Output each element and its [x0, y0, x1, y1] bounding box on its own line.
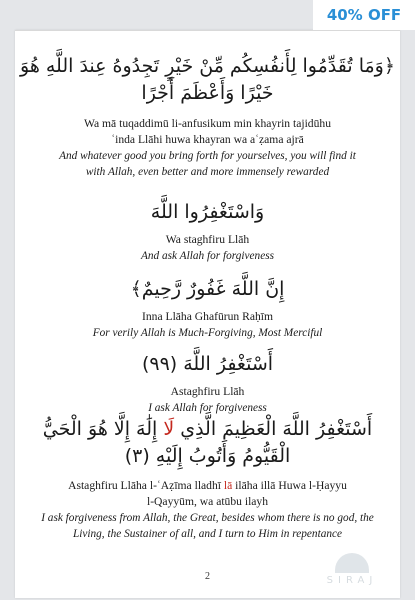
- transliteration-4: Astaghfiru Llāh: [170, 385, 245, 398]
- page-number: 2: [205, 571, 210, 582]
- watermark-text: SIRAJ: [326, 575, 378, 586]
- verse-block-2: [15, 199, 400, 264]
- translation-5-line-1: I ask forgiveness from Allah, the Great, besides whom there is no god, the: [41, 512, 374, 524]
- verse-block-1: [15, 53, 400, 180]
- transliteration-5-part-1: Astaghfiru Llāha l-ʿAẓīma lladhī: [68, 479, 224, 492]
- verse-block-5: [15, 416, 400, 542]
- transliteration-5-line-2: l-Qayyūm, wa atūbu ilayh: [146, 495, 269, 508]
- arabic-verse-3: إِنَّ اللَّهَ غَفُورٌ رَّحِيمٌ﴾: [130, 278, 285, 300]
- transliteration-5-line-1: [15, 478, 400, 494]
- arabic-verse-5-highlight: لَا: [163, 418, 175, 440]
- translation-2: And ask Allah for forgiveness: [140, 250, 275, 262]
- verse-block-3: [15, 276, 400, 341]
- verse-block-4: [15, 351, 400, 416]
- arabic-verse-4: أَسْتَغْفِرُ اللَّهَ (٩٩): [141, 353, 274, 375]
- transliteration-5-highlight: lā: [223, 479, 233, 492]
- siraj-watermark: [316, 553, 388, 586]
- transliteration-1-line-1: Wa mā tuqaddimū li-anfusikum min khayrin tajidūhu: [83, 117, 331, 130]
- translation-3: For verily Allah is Much-Forgiving, Most Merciful: [92, 327, 323, 339]
- translation-4: I ask Allah for forgiveness: [148, 402, 267, 414]
- arabic-verse-1: ﴿وَمَا تُقَدِّمُوا لِأَنفُسِكُم مِّنْ خَيْرٍ تَجِدُوهُ عِندَ اللَّهِ هُوَ خَيْرًا وَأَعْظَمَ أَجْرًا: [20, 55, 395, 104]
- arabic-verse-5-part-2: إِلَٰهَ إِلَّا هُوَ الْحَيُّ الْقَيُّومُ وَأَتُوبُ إِلَيْهِ (٣): [42, 418, 291, 467]
- transliteration-3: Inna Llāha Ghafūrun Raḥīm: [141, 310, 274, 323]
- transliteration-1-line-2: ʿinda Llāhi huwa khayran wa aʿẓama ajrā: [111, 133, 304, 146]
- dome-logo-icon: [335, 553, 369, 573]
- transliteration-2: Wa staghfiru Llāh: [165, 233, 250, 246]
- translation-1-line-1: And whatever good you bring forth for yourselves, you will find it: [59, 150, 356, 162]
- arabic-verse-2: وَاسْتَغْفِرُوا اللَّهَ: [150, 201, 265, 223]
- discount-badge: 40% OFF: [313, 0, 415, 30]
- arabic-verse-5: [15, 416, 400, 470]
- translation-1-line-2: with Allah, even better and more immensely rewarded: [85, 166, 330, 178]
- book-page: [15, 30, 400, 598]
- arabic-verse-5-part-1: أَسْتَغْفِرُ اللَّهَ الْعَظِيمَ الَّذِي: [174, 418, 373, 440]
- translation-5-line-2: Living, the Sustainer of all, and I turn to Him in repentance: [72, 528, 343, 540]
- transliteration-5-part-2: ilāha illā Huwa l-Ḥayyu: [232, 479, 347, 492]
